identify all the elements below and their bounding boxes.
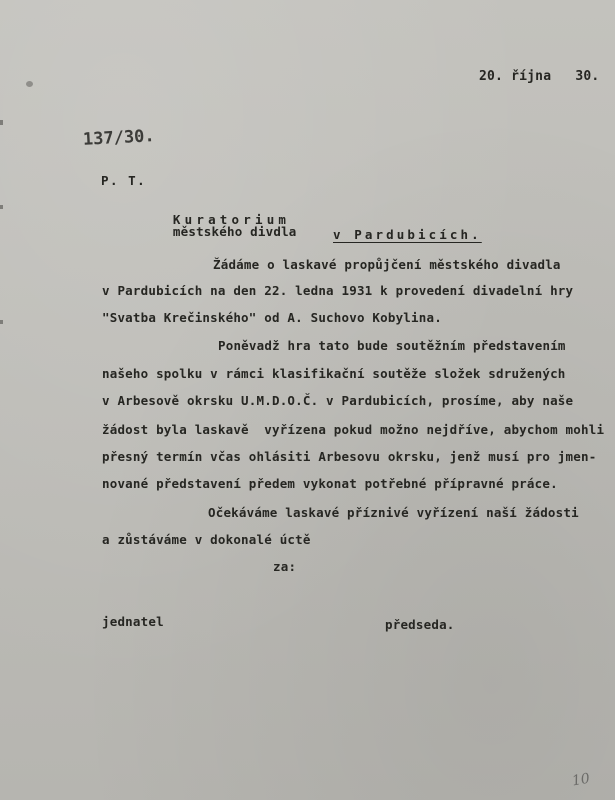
body-line-6: v Arbesově okrsku U.M.D.O.Č. v Pardubicích, prosíme, aby naše [102,393,574,408]
recipient-name-rest: městského divdla [172,224,297,239]
edge-mark [0,120,3,125]
recipient-name-spaced: Kuratorium [172,211,291,227]
body-line-5: našeho spolku v rámci klasifikační soutěže složek sdružených [102,366,566,381]
body-line-3: "Svatba Krečinského" od A. Suchovo Kobylina. [102,310,442,325]
body-line-1: Žádáme o laskavé propůjčení městského divadla [213,257,561,272]
salutation: P. T. [101,173,147,188]
punch-hole-mark [26,81,33,87]
body-line-8: přesný termín včas ohlásiti Arbesovu okrsku, jenž musí pro jmen- [102,449,597,464]
closing-za: za: [273,559,297,574]
signature-predseda: předseda. [385,617,455,632]
edge-mark [0,320,3,324]
letter-date: 20. října 30. [479,69,600,84]
recipient-city: v Pardubicích. [333,227,482,242]
corner-pencil-mark: 10 [570,770,592,790]
body-line-10: Očekáváme laskavé příznivé vyřízení naší žádosti [208,505,579,520]
recipient-line [142,201,297,251]
body-line-9: nované představení předem vykonat potřebné přípravné práce. [102,476,558,491]
reference-number: 137/30. [82,126,156,150]
body-line-4: Poněvadž hra tato bude soutěžním představením [218,338,566,353]
edge-mark [0,205,3,209]
body-line-11: a zůstáváme v dokonalé úctě [102,532,311,547]
signature-jednatel: jednatel [102,614,164,629]
body-line-2: v Pardubicích na den 22. ledna 1931 k provedení divadelní hry [102,283,574,298]
body-line-7: žádost byla laskavě vyřízena pokud možno nejdříve, abychom mohli [102,422,605,437]
